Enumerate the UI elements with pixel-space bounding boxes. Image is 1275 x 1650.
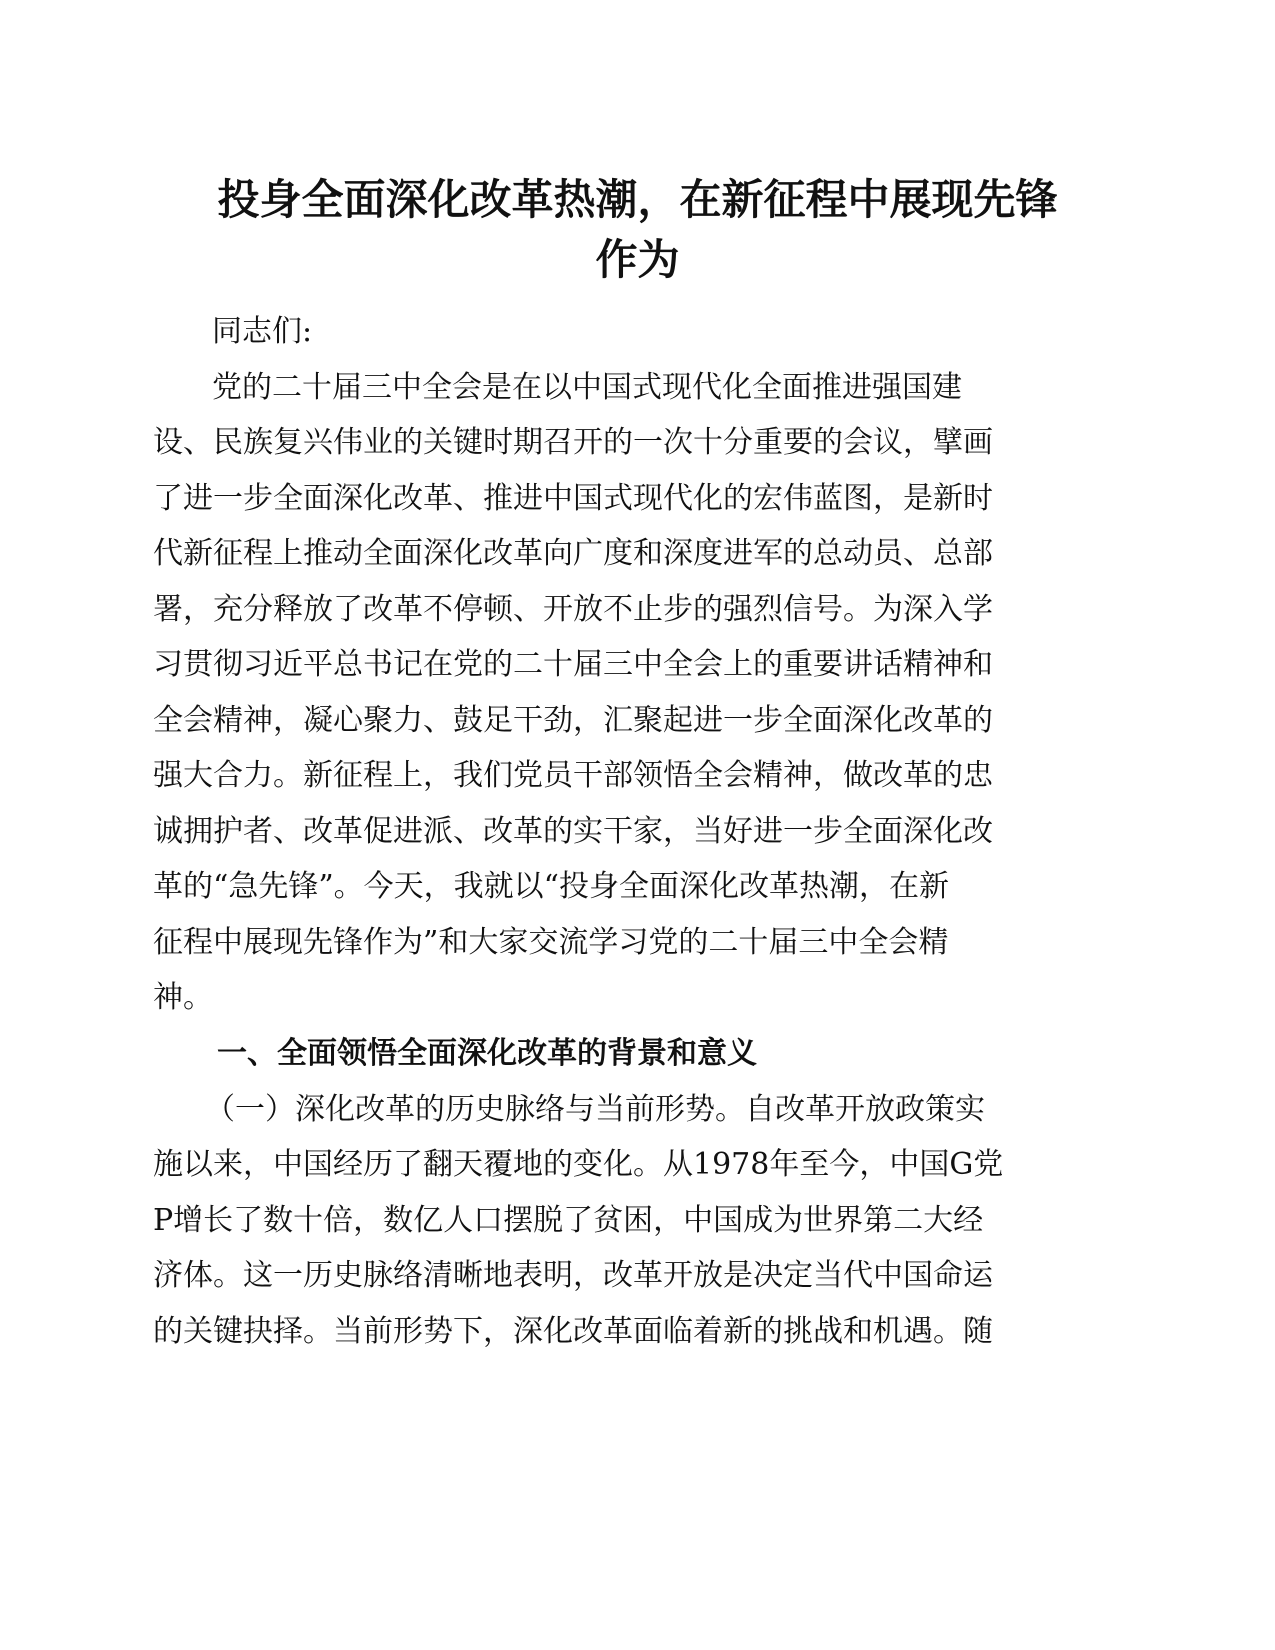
intro-line: 神。 bbox=[153, 980, 213, 1015]
document-title-line-2: 作为 bbox=[595, 235, 680, 284]
intro-line: 党的二十届三中全会是在以中国式现代化全面推进强国建 bbox=[212, 370, 962, 405]
section-line: 施以来，中国经历了翻天覆地的变化。从1978年至今，中国G党 bbox=[153, 1147, 1004, 1182]
intro-line: 诚拥护者、改革促进派、改革的实干家，当好进一步全面深化改 bbox=[153, 814, 993, 849]
section-heading: 一、全面领悟全面深化改革的背景和意义 bbox=[217, 1036, 757, 1071]
intro-line: 习贯彻习近平总书记在党的二十届三中全会上的重要讲话精神和 bbox=[153, 647, 993, 682]
document-title-line-1: 投身全面深化改革热潮，在新征程中展现先锋 bbox=[217, 175, 1058, 224]
intro-line: 革的“急先锋”。今天，我就以“投身全面深化改革热潮，在新 bbox=[153, 869, 950, 904]
intro-line: 设、民族复兴伟业的关键时期召开的一次十分重要的会议，擘画 bbox=[153, 425, 993, 460]
section-line: 的关键抉择。当前形势下，深化改革面临着新的挑战和机遇。随 bbox=[153, 1314, 993, 1349]
section-line: （一）深化改革的历史脉络与当前形势。自改革开放政策实 bbox=[205, 1092, 985, 1127]
intro-line: 代新征程上推动全面深化改革向广度和深度进军的总动员、总部 bbox=[153, 536, 993, 571]
intro-line: 全会精神，凝心聚力、鼓足干劲，汇聚起进一步全面深化改革的 bbox=[153, 703, 993, 738]
intro-line: 署，充分释放了改革不停顿、开放不止步的强烈信号。为深入学 bbox=[153, 592, 993, 627]
section-line: 济体。这一历史脉络清晰地表明，改革开放是决定当代中国命运 bbox=[153, 1258, 993, 1293]
intro-line: 强大合力。新征程上，我们党员干部领悟全会精神，做改革的忠 bbox=[153, 758, 993, 793]
intro-line: 了进一步全面深化改革、推进中国式现代化的宏伟蓝图，是新时 bbox=[153, 481, 993, 516]
intro-line: 征程中展现先锋作为”和大家交流学习党的二十届三中全会精 bbox=[153, 925, 949, 960]
salutation: 同志们: bbox=[212, 314, 313, 349]
section-line: P增长了数十倍，数亿人口摆脱了贫困，中国成为世界第二大经 bbox=[153, 1203, 984, 1238]
